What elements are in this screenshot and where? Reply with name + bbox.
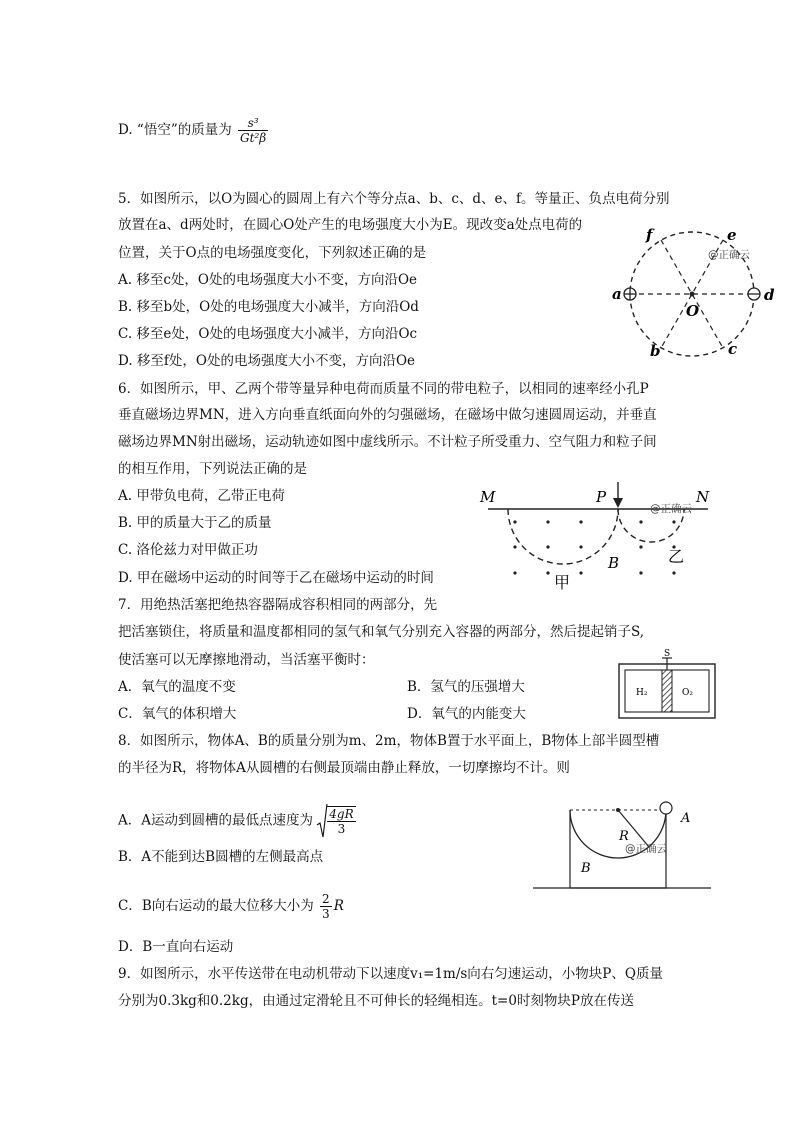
q8-option-a-text: A．A运动到圆槽的最低点速度为 [118, 812, 313, 829]
label-H2: H₂ [636, 688, 648, 698]
q6-stem-line-1: 6．如图所示，甲、乙两个带等量异种电荷而质量不同的带电粒子，以相同的速率经小孔P [118, 381, 649, 397]
q9-stem-line-1: 9．如图所示，水平传送带在电动机带动下以速度v₁=1m/s向右匀速运动，小物块P、Q质量 [118, 966, 663, 982]
label-yi: 乙 [668, 547, 685, 566]
q6-option-d: D. 甲在磁场中运动的时间等于乙在磁场中运动的时间 [118, 570, 434, 586]
q8-c-fraction [320, 892, 332, 921]
q5-stem-line-3: 位置，关于O点的电场强度变化，下列叙述正确的是 [118, 245, 427, 261]
q5-option-b: B. 移至b处，O处的电场强度大小减半，方向沿Od [118, 299, 419, 315]
label-jia: 甲 [554, 573, 571, 592]
q6-stem-line-2: 垂直磁场边界MN，进入方向垂直纸面向外的匀强磁场，在磁场中做匀速圆周运动，并垂直 [118, 407, 657, 423]
label-c: c [728, 340, 738, 358]
q5-option-a: A. 移至c处，O处的电场强度大小不变，方向沿Oe [118, 272, 418, 288]
fraction-denominator: Gt²β [240, 131, 267, 145]
q8-option-a [118, 803, 358, 839]
q5-option-d: D. 移至f处，O处的电场强度大小不变，方向沿Oe [118, 353, 416, 369]
q4-mass-fraction [238, 116, 268, 145]
label-d: d [764, 286, 775, 304]
q8-stem-line-1: 8．如图所示，物体A、B的质量分别为m、2m，物体B置于水平面上，B物体上部半圆型槽 [118, 733, 660, 749]
path-jia [508, 509, 618, 564]
q7-option-d: D．氧气的内能变大 [407, 706, 526, 722]
q6-magnetic-field-figure [478, 482, 718, 592]
q7-option-a: A．氧气的温度不变 [118, 679, 236, 695]
sqrt-sign-icon [317, 803, 327, 839]
watermark: @正确云 [650, 503, 692, 515]
label-N: N [696, 488, 710, 506]
q6-option-c: C. 洛伦兹力对甲做正功 [118, 542, 258, 558]
q8-c-suffix: R [333, 898, 344, 914]
q5-circle-figure [608, 222, 788, 362]
negative-charge-icon [748, 288, 760, 300]
q7-option-b: B．氢气的压强增大 [407, 679, 525, 695]
piston [662, 670, 672, 712]
label-R: R [619, 829, 629, 844]
watermark: @正确云 [708, 249, 750, 261]
positive-charge-icon [624, 288, 636, 300]
field-dots [513, 520, 675, 574]
q8-groove-figure [533, 800, 713, 892]
label-b: b [650, 342, 661, 360]
label-O2: O₂ [682, 688, 693, 698]
q8-option-d: D．B一直向右运动 [118, 939, 234, 955]
q8-option-c [118, 892, 344, 921]
q8-option-b: B．A不能到达B圆槽的左侧最高点 [118, 849, 324, 865]
ball-a [660, 802, 672, 814]
label-a: a [612, 285, 622, 303]
q7-container-figure [618, 650, 718, 722]
q6-option-a: A. 甲带负电荷，乙带正电荷 [118, 488, 285, 504]
center-point [690, 292, 695, 297]
label-B: B [581, 861, 591, 876]
fraction-numerator: s³ [238, 116, 268, 131]
label-B: B [608, 554, 620, 572]
q5-stem-line-2: 放置在a、d两处时，在圆心O处产生的电场强度大小为E。现改变a处点电荷的 [118, 217, 583, 233]
label-O: O [686, 302, 700, 320]
q6-option-b: B. 甲的质量大于乙的质量 [118, 515, 272, 531]
label-A: A [681, 811, 691, 826]
sqrt-fraction [327, 806, 355, 836]
q9-stem-line-2: 分别为0.3kg和0.2kg，由通过定滑轮且不可伸长的轻绳相连。t=0时刻物块P放在传送 [118, 993, 634, 1009]
q5-stem-line-1: 5．如图所示，以O为圆心的圆周上有六个等分点a、b、c、d、e、f。等量正、负点电荷分别 [118, 191, 670, 207]
fraction-numerator: 2 [322, 892, 330, 906]
q6-stem-line-3: 磁场边界MN射出磁场，运动轨迹如图中虚线所示。不计粒子所受重力、空气阻力和粒子间 [118, 434, 657, 450]
watermark: @正确云 [625, 843, 667, 855]
q7-stem-line-2: 把活塞锁住，将质量和温度都相同的氢气和氧气分别充入容器的两部分，然后提起销子S, [118, 624, 645, 640]
q7-stem-line-1: 7．用绝热活塞把绝热容器隔成容积相同的两部分，先 [118, 597, 438, 613]
q7-option-c: C．氧气的体积增大 [118, 706, 237, 722]
label-S: S [664, 649, 671, 659]
q7-stem-line-3: 使活塞可以无摩擦地滑动，当活塞平衡时： [118, 652, 375, 668]
q4-option-d-text: D. “悟空”的质量为 [118, 122, 232, 138]
q5-option-c: C. 移至e处，O处的电场强度大小减半，方向沿Oc [118, 326, 418, 342]
label-f: f [646, 226, 653, 244]
q4-option-d [118, 116, 270, 145]
q8-stem-line-2: 的半径为R，将物体A从圆槽的右侧最顶端由静止释放，一切摩擦均不计。则 [118, 760, 570, 776]
arrow-head-icon [613, 498, 623, 508]
label-e: e [727, 226, 737, 244]
fraction-numerator: 4gR [329, 807, 354, 821]
q6-stem-line-4: 的相互作用，下列说法正确的是 [118, 461, 307, 477]
fraction-denominator: 3 [337, 822, 346, 836]
sqrt-expression [317, 803, 357, 839]
label-M: M [480, 488, 496, 506]
fraction-denominator: 3 [322, 907, 330, 921]
label-P: P [596, 488, 607, 506]
q8-option-c-text: C．B向右运动的最大位移大小为 [118, 898, 314, 914]
